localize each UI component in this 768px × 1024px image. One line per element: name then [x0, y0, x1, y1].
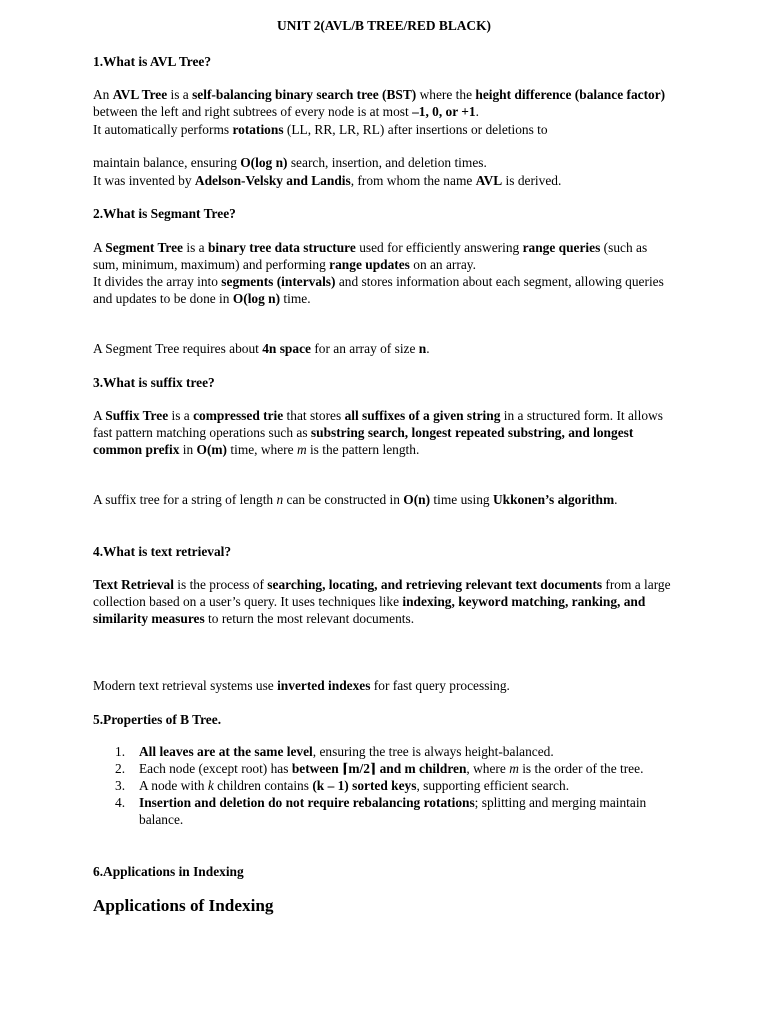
list-item — [115, 743, 673, 760]
text-run: , ensuring the tree is always height-balanced. — [312, 744, 554, 759]
q1-paragraph-2 — [93, 121, 673, 138]
text-run: (LL, RR, LR, RL) after insertions or deletions to — [283, 122, 548, 137]
text-run: k — [207, 778, 214, 793]
list-item-number: 4. — [115, 795, 126, 810]
btree-properties-list — [93, 743, 673, 828]
text-run: Suffix Tree — [105, 408, 169, 423]
text-run: self-balancing binary search tree (BST) — [192, 87, 417, 102]
text-run: –1, 0, or +1 — [412, 104, 476, 119]
text-run: (k – 1) sorted keys — [312, 778, 417, 793]
text-run: , where — [466, 761, 510, 776]
text-run: time. — [280, 291, 311, 306]
text-run: binary tree data structure — [207, 240, 356, 255]
text-run: time, where — [227, 442, 297, 457]
text-run: An — [93, 87, 113, 102]
text-run: is the pattern length. — [306, 442, 420, 457]
list-item — [115, 760, 673, 777]
q6-heading: 6.Applications in Indexing — [93, 864, 244, 879]
list-item-number: 2. — [115, 761, 126, 776]
text-run: can be constructed in — [283, 492, 404, 507]
q4-paragraph-1 — [93, 576, 673, 627]
text-run: A node with — [139, 778, 208, 793]
text-run: in a structured form. It allows fast pattern matching operations such as — [93, 408, 663, 440]
list-item — [115, 777, 673, 794]
q2-heading: 2.What is Segmant Tree? — [93, 206, 236, 221]
q3-paragraph-2 — [93, 491, 673, 508]
text-run: n — [418, 341, 427, 356]
q1-heading: 1.What is AVL Tree? — [93, 54, 212, 69]
text-run: O(n) — [403, 492, 431, 507]
text-run: . — [426, 341, 430, 356]
text-run: m — [509, 761, 519, 776]
text-run: substring search, longest repeated substring, and longest common prefix — [93, 425, 634, 457]
text-run: is a — [168, 408, 194, 423]
q3-heading: 3.What is suffix tree? — [93, 375, 215, 390]
q1-paragraph-1 — [93, 86, 673, 120]
q2-paragraph-1 — [93, 239, 673, 273]
text-run: segments (intervals) — [221, 274, 336, 289]
text-run: O(log n) — [232, 291, 281, 306]
text-run: Adelson-Velsky and Landis — [194, 173, 351, 188]
text-run: time using — [430, 492, 493, 507]
text-run: compressed trie — [193, 408, 284, 423]
text-run: that stores — [283, 408, 345, 423]
text-run: Each node (except root) has — [139, 761, 292, 776]
text-run: indexing, keyword matching, ranking, and similarity measures — [93, 594, 646, 626]
q2-paragraph-3 — [93, 340, 673, 357]
text-run: . — [614, 492, 618, 507]
text-run: , from whom the name — [350, 173, 476, 188]
text-run: . — [475, 104, 479, 119]
q1-paragraph-3 — [93, 154, 673, 171]
text-run: range updates — [329, 257, 410, 272]
text-run: m — [296, 442, 307, 457]
text-run: rotations — [232, 122, 284, 137]
text-run: A Segment Tree requires about — [93, 341, 263, 356]
text-run: search, insertion, and deletion times. — [287, 155, 487, 170]
text-run: is the order of the tree. — [518, 761, 644, 776]
text-run: Modern text retrieval systems use — [93, 678, 278, 693]
text-run: All leaves are at the same level — [139, 744, 313, 759]
text-run: and stores information about each segment, allowing queries and updates to be done in — [93, 274, 664, 306]
text-run: range queries — [522, 240, 601, 255]
text-run: A — [93, 408, 106, 423]
text-run: children contains — [213, 778, 313, 793]
text-run: maintain balance, ensuring — [93, 155, 241, 170]
text-run: inverted indexes — [277, 678, 371, 693]
q2-paragraph-2 — [93, 273, 673, 307]
text-run: is a — [183, 240, 208, 255]
text-run: A suffix tree for a string of length — [93, 492, 277, 507]
text-run: is a — [167, 87, 193, 102]
q5-heading: 5.Properties of B Tree. — [93, 712, 222, 727]
q1-paragraph-4 — [93, 172, 673, 189]
text-run: It automatically performs — [93, 122, 233, 137]
list-item — [115, 794, 673, 828]
text-run: , supporting efficient search. — [416, 778, 570, 793]
section-subheading: Applications of Indexing — [93, 896, 274, 915]
text-run: height difference (balance factor) — [475, 87, 666, 102]
text-run: used for efficiently answering — [355, 240, 523, 255]
text-run: n — [276, 492, 284, 507]
page-title: UNIT 2(AVL/B TREE/RED BLACK) — [277, 18, 491, 33]
text-run: all suffixes of a given string — [344, 408, 501, 423]
text-run: Text Retrieval — [93, 577, 174, 592]
text-run: Segment Tree — [105, 240, 184, 255]
text-run: searching, locating, and retrieving relevant text documents — [267, 577, 603, 592]
text-run: A — [93, 240, 106, 255]
q4-paragraph-2 — [93, 677, 673, 694]
text-run: for fast query processing. — [370, 678, 510, 693]
text-run: Insertion and deletion do not require rebalancing rotations — [139, 795, 475, 810]
text-run: AVL Tree — [112, 87, 168, 102]
text-run: is the process of — [173, 577, 268, 592]
text-run: (such as sum, minimum, maximum) and performing — [93, 240, 648, 272]
text-run: in — [179, 442, 197, 457]
text-run: Ukkonen’s algorithm — [492, 492, 615, 507]
q3-paragraph-1 — [93, 407, 673, 458]
q4-heading: 4.What is text retrieval? — [93, 544, 232, 559]
list-item-number: 3. — [115, 778, 126, 793]
text-run: It was invented by — [93, 173, 195, 188]
text-run: from a large collection based on a user’s query. It uses techniques like — [93, 577, 671, 609]
text-run: is derived. — [502, 173, 562, 188]
text-run: between ⌈m/2⌉ and m children — [291, 761, 467, 776]
text-run: O(log n) — [240, 155, 288, 170]
text-run: 4n space — [262, 341, 311, 356]
text-run: O(m) — [196, 442, 228, 457]
text-run: AVL — [475, 173, 503, 188]
text-run: for an array of size — [310, 341, 419, 356]
list-item-number: 1. — [115, 744, 126, 759]
text-run: between the left and right subtrees of every node is at most — [93, 104, 413, 119]
text-run: It divides the array into — [93, 274, 222, 289]
text-run: to return the most relevant documents. — [204, 611, 415, 626]
text-run: on an array. — [409, 257, 476, 272]
text-run: ; splitting and merging maintain balance. — [139, 795, 647, 827]
text-run: where the — [416, 87, 476, 102]
